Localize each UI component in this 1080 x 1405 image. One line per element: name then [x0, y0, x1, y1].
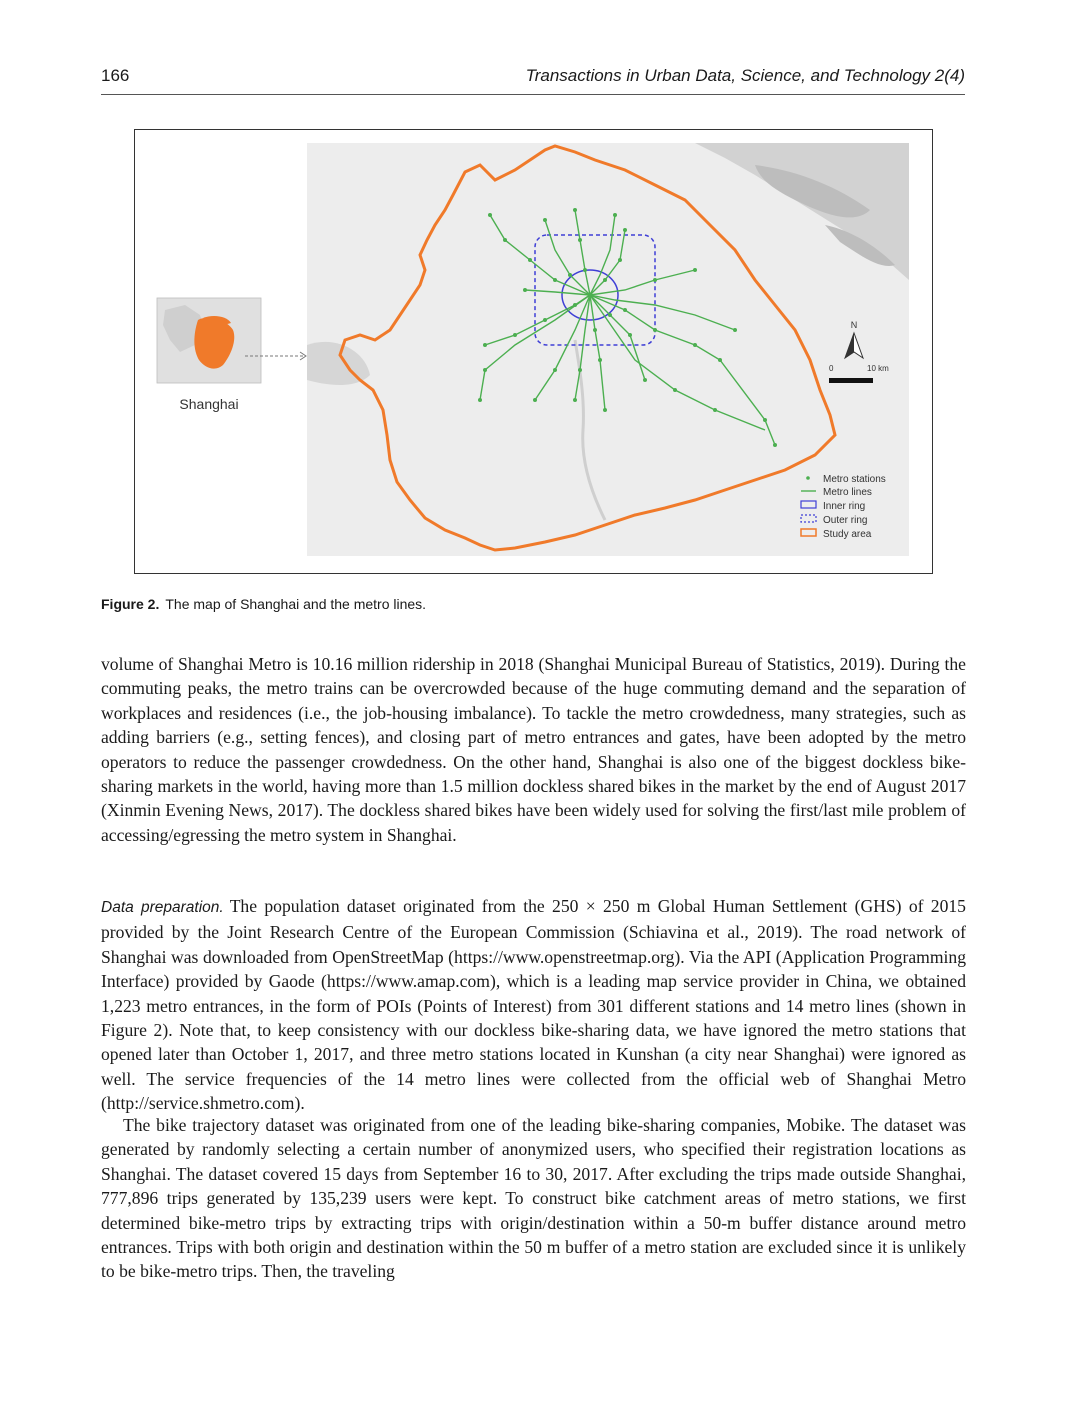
shanghai-map [135, 130, 932, 573]
caption-text: The map of Shanghai and the metro lines. [165, 596, 427, 612]
inset-label: Shanghai [179, 396, 239, 412]
paragraph-3: The bike trajectory dataset was originated from one of the leading bike-sharing companies, Mobike. The dataset was generated by randomly selecting a certain number of anonymized users, who specified their registration locations as Shanghai. The dataset covered 15 days from September 16 to 30, 2017. After excluding the trips made outside Shanghai, 777,896 trips generated by 135,239 users were kept. To construct bike catchment areas of metro stations, we first determined bike-metro trips by extracting trips with origin/destination within a 50-m buffer distance around metro entrances. Trips with both origin and destination within the 50 m buffer of a metro station are excluded since it is unlikely to be bike-metro trips. Then, the traveling [101, 1115, 966, 1282]
paragraph-1: volume of Shanghai Metro is 10.16 million ridership in 2018 (Shanghai Municipal Bureau of Statistics, 2019). During the commuting peaks, the metro trains can be overcrowded because of the huge commuting demand and the separation of workplaces and residences (i.e., the job-housing imbalance). To tackle the metro crowdedness, many strategies, such as adding barriers (e.g., setting fences), and closing part of metro entrances and gates, have been adopted by the metro operators to reduce the passenger crowdedness. On the other hand, Shanghai is also one of the biggest dockless bike-sharing markets in the world, having more than 1.5 million dockless shared bikes in the market by the end of August 2017 (Xinmin Evening News, 2017). The dockless shared bikes have been widely used for solving the first/last mile problem of accessing/egressing the metro system in Shanghai. [101, 654, 966, 845]
legend-station-symbol [806, 476, 810, 480]
scale-start: 0 [829, 364, 834, 373]
paragraph-2-text: The population dataset originated from the 250 × 250 m Global Human Settlement (GHS) of 2015 provided by the Joint Research Centre of the European Commission (Schiavina et al., 2019). The road network of Shanghai was downloaded from OpenStreetMap (https://www.openstreetmap.org). Via the API (Application Programming Interface) provided by Gaode (https://www.amap.com), which is a leading map service provider in China, we obtained 1,223 metro entrances, in the form of POIs (Points of Interest) from 301 different stations and 14 metro lines (shown in Figure 2). Note that, to keep consistency with our dockless bike-sharing data, we have ignored the metro stations that opened later than October 1, 2017, and three metro stations located in Kunshan (a city near Shanghai) were ignored as well. The service frequencies of the 14 metro lines were collected from the official web of Shanghai Metro (http://service.shmetro.com). [101, 896, 966, 1114]
legend-label-study-area: Study area [823, 529, 872, 540]
legend-label-lines: Metro lines [823, 487, 872, 498]
figure-2 [134, 129, 933, 574]
legend-label-outer-ring: Outer ring [823, 515, 868, 526]
legend-label-stations: Metro stations [823, 474, 886, 485]
caption-number: Figure 2. [101, 596, 160, 612]
legend-label-inner-ring: Inner ring [823, 501, 866, 512]
figure-caption [101, 596, 426, 612]
page-number: 166 [101, 66, 130, 85]
paragraph-2 [101, 894, 966, 1116]
scale-end: 10 km [867, 364, 889, 373]
scale-bar [829, 378, 873, 383]
running-header [101, 66, 965, 95]
section-heading-data-preparation: Data preparation. [101, 899, 224, 916]
north-label: N [850, 320, 858, 330]
journal-title: Transactions in Urban Data, Science, and Technology 2(4) [525, 66, 965, 85]
